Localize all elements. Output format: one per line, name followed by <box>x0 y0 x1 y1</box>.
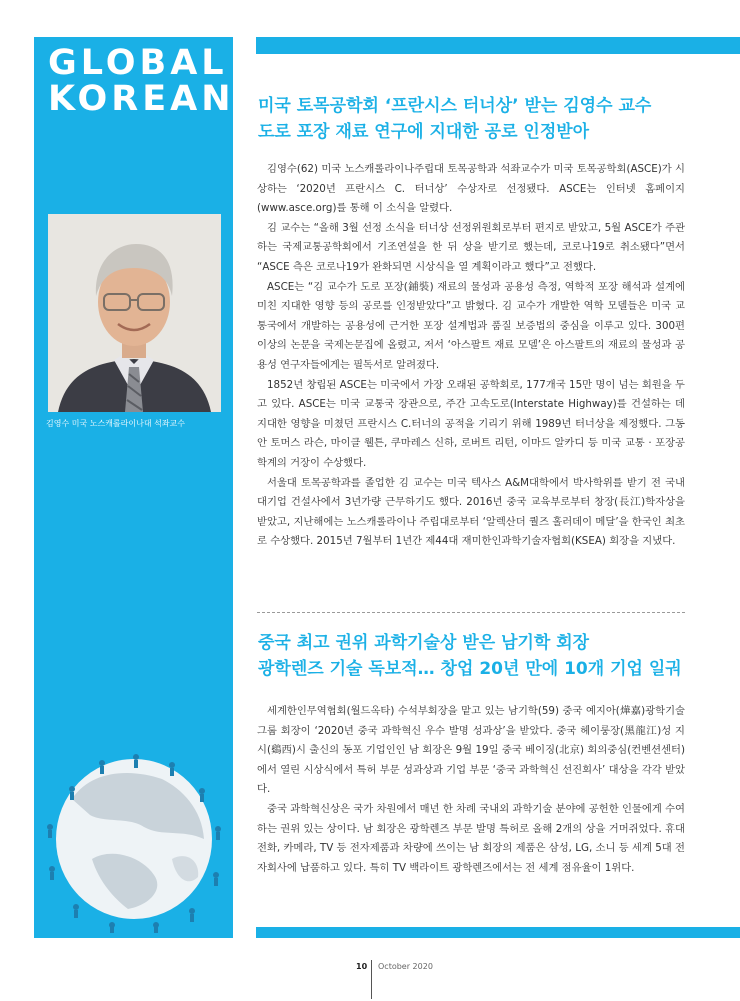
story1-headline <box>258 93 651 145</box>
portrait-illustration <box>48 214 221 412</box>
story-divider <box>257 612 685 613</box>
story2-headline <box>258 630 682 682</box>
photo-caption: 김영수 미국 노스캐롤라이나대 석좌교수 <box>46 419 186 428</box>
brand-line-2: KOREAN <box>48 79 235 119</box>
sidebar-panel <box>34 37 233 938</box>
top-accent-bar <box>256 37 740 54</box>
footer-divider <box>371 960 372 999</box>
story2-paragraph: 중국 과학혁신상은 국가 차원에서 매년 한 차례 국내외 과학기술 분야에 공헌한 인물에게 수여하는 권위 있는 상이다. 남 회장은 광학렌즈 부문 발명 특허로 올해 2개의 상을 거머쥐었다. 휴대전화, 카메라, TV 등 전자제품과 차량에 쓰이는 남 회장의 제품은 삼성, LG, 소니 등 세계 5대 전자회사에 납품하고 있다. 특히 TV 백라이트 광학렌즈에서는 전 세계 점유율이 1위다. <box>257 802 685 874</box>
story2-headline-line2: 광학렌즈 기술 독보적… 창업 20년 만에 10개 기업 일궈 <box>258 659 682 679</box>
globe-icon <box>32 719 237 934</box>
story1-paragraph: ASCE는 “김 교수가 도로 포장(鋪裝) 재료의 물성과 공용성 측정, 역학적 포장 해석과 설계에 미친 지대한 영향 등의 공로를 인정받았다”고 밝혔다. 김 교수가 개발한 역학 모델들은 미국 교통국에서 개발하는 공용성에 근거한 포장 설계법과 품질 보증법의 중심을 이루고 있다. 300편 이상의 논문을 국제논문집에 올렸고, 저서 ‘아스팔트 재료 모델’은 아스팔트의 재료의 물성과 공용성 연구자들에게는 필독서로 알려졌다. <box>257 280 685 371</box>
story1-body <box>257 160 685 552</box>
story2-body <box>257 702 685 878</box>
story1-paragraph: 김 교수는 “올해 3월 선정 소식을 터너상 선정위원회로부터 편지로 받았고, 5월 ASCE가 주관하는 국제교통공학회에서 기조연설을 한 뒤 상을 받기로 했는데, 코로나19로 취소됐다”면서 “ASCE 측은 코로나19가 완화되면 시상식을 열 계획이라고 했다”고 전했다. <box>257 221 685 273</box>
story2-headline-line1: 중국 최고 권위 과학기술상 받은 남기학 회장 <box>258 633 590 653</box>
story1-paragraph: 김영수(62) 미국 노스캐롤라이나주립대 토목공학과 석좌교수가 미국 토목공학회(ASCE)가 시상하는 ‘2020년 프란시스 C. 터너상’ 수상자로 선정됐다. ASCE는 인터넷 홈페이지(www.asce.org)를 통해 이 소식을 알렸다. <box>257 163 685 215</box>
page-number: 10 <box>356 962 368 971</box>
story1-headline-line2: 도로 포장 재료 연구에 지대한 공로 인정받아 <box>258 122 590 142</box>
issue-date: October 2020 <box>378 962 433 971</box>
story1-headline-line1: 미국 토목공학회 ‘프란시스 터너상’ 받는 김영수 교수 <box>258 96 652 116</box>
brand-line-1: GLOBAL <box>48 43 228 83</box>
story1-paragraph: 서울대 토목공학과를 졸업한 김 교수는 미국 텍사스 A&M대학에서 박사학위를 받기 전 국내 대기업 건설사에서 3년가량 근무하기도 했다. 2016년 중국 교육부로부터 창장(長江)학자상을 받았고, 지난해에는 노스캐롤라이나 주립대로부터 ‘알렉산더 퀄즈 홀러데이 메달’을 한국인 최초로 수상했다. 2015년 7월부터 1년간 제44대 재미한인과학기술자협회(KSEA) 회장을 지냈다. <box>257 476 685 548</box>
story2-paragraph: 세계한인무역협회(월드옥타) 수석부회장을 맡고 있는 남기학(59) 중국 예지아(燁嘉)광학기술그룹 회장이 ‘2020년 중국 과학혁신 우수 발명 성과상’을 받았다. 중국 헤이룽장(黑龍江)성 지시(鷄西)시 출신의 동포 기업인인 남 회장은 9월 19일 중국 베이징(北京) 회의중심(컨벤션센터)에서 열린 시상식에서 특허 부문 성과상과 기업 부문 ‘중국 과학혁신 선진회사’ 대상을 각각 받았다. <box>257 705 685 796</box>
section-brand <box>48 45 235 117</box>
portrait-photo <box>48 214 221 412</box>
story1-paragraph: 1852년 창립된 ASCE는 미국에서 가장 오래된 공학회로, 177개국 15만 명이 넘는 회원을 두고 있다. ASCE는 미국 교통국 장관으로, 주간 고속도로(Interstate Highway)를 건설하는 데 지대한 영향을 미쳤던 프란시스 C.터너의 공적을 기리기 위해 1989년 터너상을 제정했다. 그동안 토머스 라슨, 마이클 웰튼, 쿠마레스 신하, 로버트 리턴, 이마드 알카디 등 미국 교통 · 포장공학계의 거장이 수상했다. <box>257 378 685 469</box>
bottom-accent-bar <box>256 927 740 938</box>
